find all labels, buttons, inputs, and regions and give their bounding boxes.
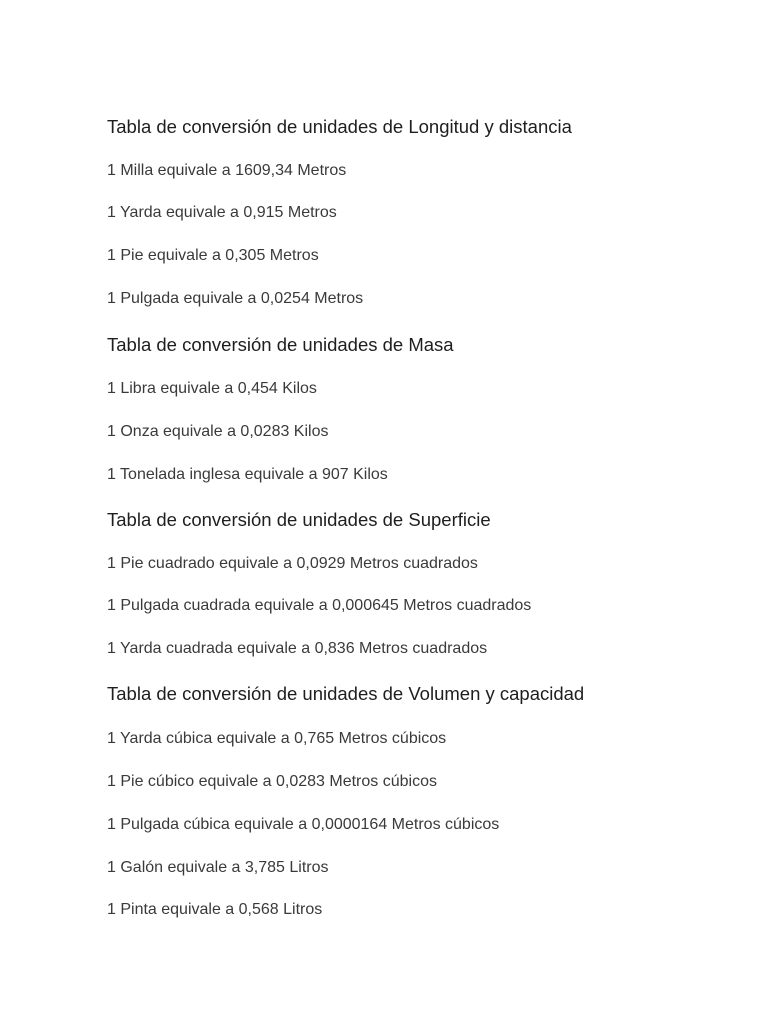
conversion-line: 1 Pulgada cuadrada equivale a 0,000645 Metros cuadrados bbox=[107, 597, 532, 614]
section-heading-volumen: Tabla de conversión de unidades de Volumen y capacidad bbox=[107, 683, 585, 704]
conversion-line: 1 Pie cúbico equivale a 0,0283 Metros cúbicos bbox=[107, 773, 437, 790]
conversion-line: 1 Pie equivale a 0,305 Metros bbox=[107, 247, 319, 264]
conversion-line: 1 Pulgada equivale a 0,0254 Metros bbox=[107, 290, 364, 307]
conversion-line: 1 Pie cuadrado equivale a 0,0929 Metros cuadrados bbox=[107, 555, 478, 572]
conversion-line: 1 Libra equivale a 0,454 Kilos bbox=[107, 380, 317, 397]
conversion-line: 1 Yarda cuadrada equivale a 0,836 Metros cuadrados bbox=[107, 640, 488, 657]
conversion-line: 1 Galón equivale a 3,785 Litros bbox=[107, 859, 329, 876]
section-heading-superficie: Tabla de conversión de unidades de Superficie bbox=[107, 509, 491, 530]
conversion-line: 1 Milla equivale a 1609,34 Metros bbox=[107, 162, 347, 179]
conversion-line: 1 Yarda equivale a 0,915 Metros bbox=[107, 204, 337, 221]
conversion-line: 1 Yarda cúbica equivale a 0,765 Metros cúbicos bbox=[107, 730, 447, 747]
conversion-line: 1 Pulgada cúbica equivale a 0,0000164 Metros cúbicos bbox=[107, 816, 500, 833]
conversion-line: 1 Tonelada inglesa equivale a 907 Kilos bbox=[107, 466, 388, 483]
section-heading-masa: Tabla de conversión de unidades de Masa bbox=[107, 334, 454, 355]
conversion-line: 1 Pinta equivale a 0,568 Litros bbox=[107, 901, 323, 918]
conversion-line: 1 Onza equivale a 0,0283 Kilos bbox=[107, 423, 329, 440]
section-heading-longitud: Tabla de conversión de unidades de Longitud y distancia bbox=[107, 116, 572, 137]
